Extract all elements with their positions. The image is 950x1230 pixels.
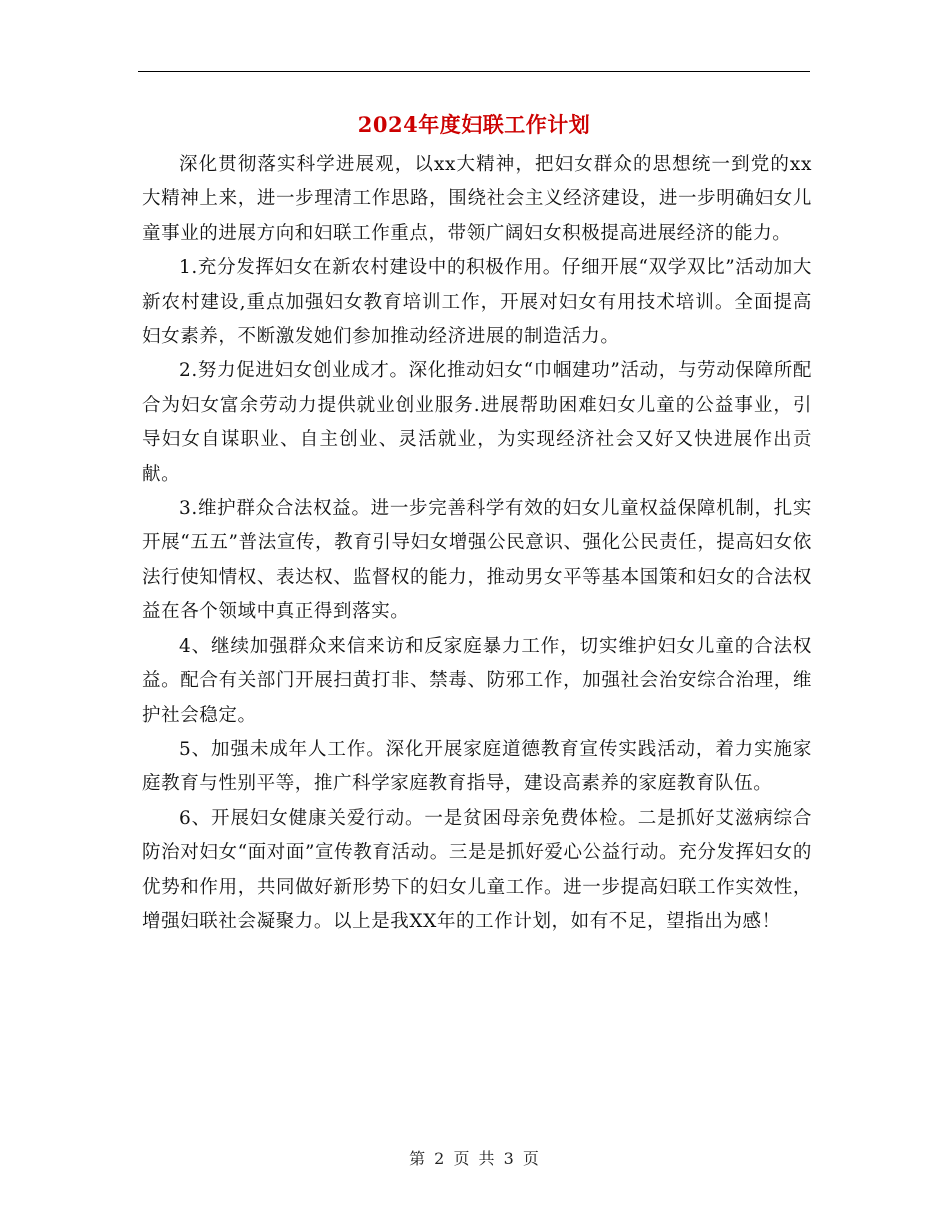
paragraph-item-4: 4、继续加强群众来信来访和反家庭暴力工作，切实维护妇女儿童的合法权益。配合有关部门开展扫黄打非、禁毒、防邪工作，加强社会治安综合治理，维护社会稳定。 (142, 635, 812, 726)
paragraph-item-6: 6、开展妇女健康关爱行动。一是贫困母亲免费体检。二是抓好艾滋病综合防治对妇女“面对面”宣传教育活动。三是是抓好爱心公益行动。充分发挥妇女的优势和作用，共同做好新形势下的妇女儿童工作。进一步提高妇联工作实效性，增强妇联社会凝聚力。以上是我XX年的工作计划，如有不足，望指出为感！ (142, 807, 812, 932)
paragraph-item-3: 3.维护群众合法权益。进一步完善科学有效的妇女儿童权益保障机制，扎实开展“五五”普法宣传，教育引导妇女增强公民意识、强化公民责任，提高妇女依法行使知情权、表达权、监督权的能力，推动男女平等基本国策和妇女的合法权益在各个领域中真正得到落实。 (142, 498, 812, 623)
paragraph-item-1: 1.充分发挥妇女在新农村建设中的积极作用。仔细开展“双学双比”活动加大新农村建设,重点加强妇女教育培训工作，开展对妇女有用技术培训。全面提高妇女素养，不断激发她们参加推动经济进展的制造活力。 (142, 257, 812, 348)
document-body (142, 148, 812, 939)
paragraph-item-2: 2.努力促进妇女创业成才。深化推动妇女“巾帼建功”活动，与劳动保障所配合为妇女富余劳动力提供就业创业服务.进展帮助困难妇女儿童的公益事业，引导妇女自谋职业、自主创业、灵活就业，为实现经济社会又好又快进展作出贡献。 (142, 360, 812, 485)
paragraph-item-5: 5、加强未成年人工作。深化开展家庭道德教育宣传实践活动，着力实施家庭教育与性别平等，推广科学家庭教育指导，建设高素养的家庭教育队伍。 (142, 738, 812, 795)
paragraph-intro: 深化贯彻落实科学进展观，以xx大精神，把妇女群众的思想统一到党的xx大精神上来，进一步理清工作思路，围绕社会主义经济建设，进一步明确妇女儿童事业的进展方向和妇联工作重点，带领广阔妇女积极提高进展经济的能力。 (142, 154, 812, 244)
document-title: 2024年度妇联工作计划 (357, 112, 591, 137)
header-rule (138, 71, 810, 72)
page-number-footer: 第 2 页 共 3 页 (409, 1149, 541, 1168)
